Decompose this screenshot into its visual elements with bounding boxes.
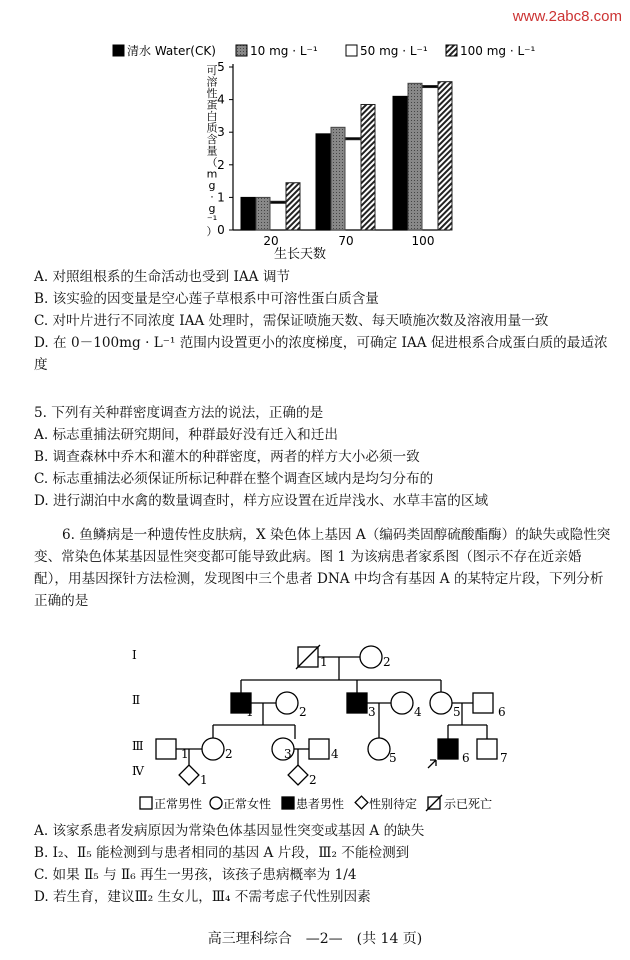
gen1-female-2 [360, 646, 382, 668]
y-label-char-5: 质 [206, 121, 218, 135]
q6-option-d: D. 若生育，建议Ⅲ₂ 生女儿，Ⅲ₄ 不需考虑子代性别因素 [34, 889, 371, 905]
legend-label-0: 清水 Water(CK) [127, 44, 216, 58]
q5-option-a: A. 标志重捕法研究期间，种群最好没有迁入和迁出 [34, 427, 338, 443]
bar-20-3 [286, 183, 300, 230]
bar-70-1 [331, 127, 345, 230]
proband-arrow-icon [428, 760, 436, 768]
y-tick-label-5: 5 [217, 60, 225, 74]
q6-option-b: B. Ⅰ₂、Ⅱ₅ 能检测到与患者相同的基因 A 片段，Ⅲ₂ 不能检测到 [34, 845, 410, 861]
q5-option-c: C. 标志重捕法必须保证所标记种群在整个调查区域内是均匀分布的 [34, 471, 434, 487]
q6-option-a: A. 该家系患者发病原因为常染色体基因显性突变或基因 A 的缺失 [34, 823, 425, 839]
q6-stem: 6. 鱼鳞病是一种遗传性皮肤病，X 染色体上基因 A（编码类固醇硫酸酯酶）的缺失或隐性突变、常染色体某基因显性突变都可能导致此病。图 1 为该病患者家系图（图示不存在近亲婚配），用基因探针方法检测，发现图中三个患者 DNA 中均含有基因 A 的某特定片段，下列分析正确的是 [34, 527, 611, 609]
bar-20-1 [256, 197, 270, 230]
svg-text:1: 1 [320, 655, 328, 669]
x-tick-label-1: 70 [338, 234, 354, 248]
gen2-female-4 [391, 692, 413, 714]
y-label-char-11: · [210, 190, 214, 204]
pedigree-legend [140, 795, 492, 811]
bar-20-2 [271, 201, 285, 203]
svg-text:5: 5 [389, 751, 397, 765]
svg-text:1: 1 [181, 747, 189, 761]
y-label-char-1: 溶 [206, 75, 218, 89]
y-label-char-3: 蛋 [206, 98, 218, 112]
y-label-char-12: g [208, 202, 216, 215]
x-axis-label: 生长天数 [273, 247, 327, 262]
y-tick-label-2: 2 [217, 157, 225, 172]
svg-text:2: 2 [383, 655, 391, 669]
bar-100-1 [408, 83, 422, 230]
gen3-male-4 [309, 739, 329, 759]
y-label [207, 64, 218, 238]
gen2-female-2 [276, 692, 298, 714]
bar-chart [0, 0, 630, 265]
svg-text:3: 3 [284, 747, 292, 761]
legend-normal-female-icon [210, 797, 222, 809]
y-label-char-9: m [206, 167, 218, 181]
gen-label-3: Ⅲ [132, 739, 144, 753]
x-tick-label-2: 100 [411, 234, 435, 248]
gen-label-1: Ⅰ [132, 648, 137, 662]
q5-stem: 5. 下列有关种群密度调查方法的说法，正确的是 [34, 405, 324, 421]
q4-option-a: A. 对照组根系的生命活动也受到 IAA 调节 [34, 269, 291, 285]
y-tick-label-3: 3 [217, 125, 225, 140]
legend-normal-male-icon [140, 797, 152, 809]
bars [241, 82, 452, 230]
svg-text:2: 2 [299, 705, 307, 719]
svg-text:4: 4 [414, 705, 422, 719]
legend-unknown-sex: 性别待定 [369, 797, 418, 811]
y-label-char-13: ⁻¹ [206, 213, 218, 227]
y-tick-label-1: 1 [217, 190, 225, 205]
legend-swatch-3 [446, 45, 457, 56]
x-axis [263, 234, 434, 248]
q5-option-d: D. 进行湖泊中水禽的数量调查时，样方应设置在近岸浅水、水草丰富的区域 [34, 493, 489, 509]
gen4-unknown-sex-1 [179, 765, 199, 785]
y-tick-label-4: 4 [217, 92, 225, 107]
gen3-female-5 [368, 738, 390, 760]
svg-text:3: 3 [368, 705, 376, 719]
legend-deceased: 示已死亡 [444, 797, 493, 811]
legend-swatch-0 [113, 45, 124, 56]
legend-affected-male-icon [282, 797, 294, 809]
q4-options [34, 266, 614, 376]
bar-70-0 [316, 134, 330, 230]
y-label-char-14: ） [206, 225, 218, 238]
watermark: www.2abc8.com [512, 8, 622, 25]
svg-text:4: 4 [331, 747, 339, 761]
gen-label-2: Ⅱ [132, 693, 141, 707]
legend-affected-male: 患者男性 [296, 797, 345, 811]
svg-text:1: 1 [246, 705, 254, 719]
bar-100-0 [393, 96, 407, 230]
y-tick-label-0: 0 [217, 223, 225, 237]
q4-option-b: B. 该实验的因变量是空心莲子草根系中可溶性蛋白质含量 [34, 291, 379, 307]
gen3-male-7 [477, 739, 497, 759]
svg-text:6: 6 [498, 705, 506, 719]
gen3-male-1 [156, 739, 176, 759]
legend-swatch-1 [236, 45, 247, 56]
gen3-female-2 [202, 738, 224, 760]
bar-100-2 [423, 86, 437, 88]
svg-text:2: 2 [309, 773, 317, 787]
gen3-affected-male-6-proband [438, 739, 458, 759]
q4-option-d: D. 在 0－100mg · L⁻¹ 范围内设置更小的浓度梯度，可确定 IAA 促进根系合成蛋白质的最适浓度 [34, 335, 608, 373]
svg-text:1: 1 [200, 773, 208, 787]
y-label-char-10: g [208, 179, 216, 192]
gen2-affected-male-3 [347, 693, 367, 713]
svg-text:7: 7 [500, 751, 508, 765]
gen2-male-6 [473, 693, 493, 713]
bar-20-0 [241, 197, 255, 230]
legend-swatch-2 [346, 45, 357, 56]
legend-normal-female: 正常女性 [223, 797, 272, 811]
legend-unknown-sex-icon [355, 796, 368, 809]
q5 [34, 402, 614, 512]
q4-option-c: C. 对叶片进行不同浓度 IAA 处理时，需保证喷施天数、每天喷施次数及溶液用量一致 [34, 313, 549, 329]
gen2-female-5 [430, 692, 452, 714]
y-label-char-4: 白 [206, 110, 218, 123]
bar-70-2 [346, 138, 360, 140]
x-tick-label-0: 20 [263, 234, 279, 248]
bar-100-3 [438, 82, 452, 230]
y-label-char-0: 可 [206, 64, 218, 77]
svg-text:6: 6 [462, 751, 470, 765]
y-label-char-6: 含 [206, 133, 218, 146]
gen4-unknown-sex-2 [288, 765, 308, 785]
pedigree-chart [0, 632, 630, 817]
y-label-char-7: 量 [206, 144, 218, 158]
svg-text:5: 5 [453, 705, 461, 719]
legend-label-3: 100 mg · L⁻¹ [460, 44, 536, 58]
bar-70-3 [361, 104, 375, 230]
q6-options [34, 820, 614, 908]
y-label-char-8: （ [206, 156, 218, 169]
page-footer: 高三理科综合 —2— (共 14 页) [207, 931, 423, 947]
legend-normal-male: 正常男性 [154, 797, 203, 811]
gen-label-4: Ⅳ [132, 764, 144, 778]
q6-option-c: C. 如果 Ⅱ₅ 与 Ⅱ₆ 再生一男孩，该孩子患病概率为 1/4 [34, 867, 357, 883]
legend-label-1: 10 mg · L⁻¹ [250, 44, 318, 58]
q5-option-b: B. 调查森林中乔木和灌木的种群密度，两者的样方大小必须一致 [34, 449, 420, 465]
svg-text:2: 2 [225, 747, 233, 761]
legend [113, 43, 535, 58]
y-label-char-2: 性 [206, 87, 218, 100]
legend-label-2: 50 mg · L⁻¹ [360, 44, 428, 58]
